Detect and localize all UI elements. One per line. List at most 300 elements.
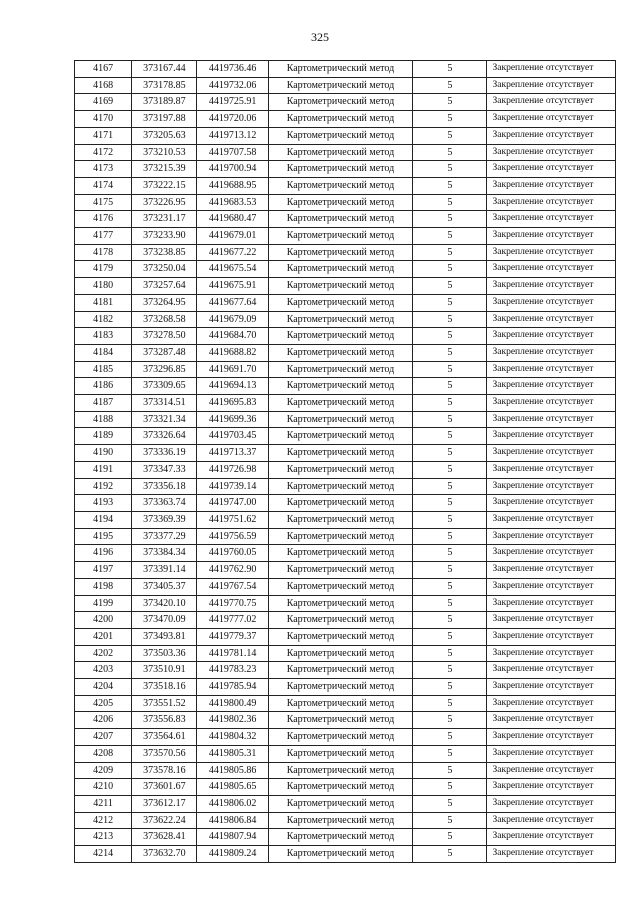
fixation-cell: Закрепление отсутствует: [487, 445, 616, 462]
fixation-cell: Закрепление отсутствует: [487, 662, 616, 679]
y-coordinate-cell: 4419805.86: [197, 762, 268, 779]
fixation-cell: Закрепление отсутствует: [487, 161, 616, 178]
coordinates-table-body: [75, 61, 616, 863]
fixation-cell: Закрепление отсутствует: [487, 846, 616, 863]
point-number-cell: 4183: [75, 328, 132, 345]
y-coordinate-cell: 4419688.95: [197, 177, 268, 194]
y-coordinate-cell: 4419675.54: [197, 261, 268, 278]
y-coordinate-cell: 4419804.32: [197, 729, 268, 746]
y-coordinate-cell: 4419713.12: [197, 127, 268, 144]
method-cell: Картометрический метод: [268, 261, 413, 278]
point-number-cell: 4172: [75, 144, 132, 161]
fixation-cell: Закрепление отсутствует: [487, 428, 616, 445]
method-cell: Картометрический метод: [268, 729, 413, 746]
point-number-cell: 4171: [75, 127, 132, 144]
y-coordinate-cell: 4419694.13: [197, 378, 268, 395]
fixation-cell: Закрепление отсутствует: [487, 127, 616, 144]
accuracy-cell: 5: [413, 612, 487, 629]
point-number-cell: 4210: [75, 779, 132, 796]
method-cell: Картометрический метод: [268, 411, 413, 428]
point-number-cell: 4187: [75, 395, 132, 412]
method-cell: Картометрический метод: [268, 795, 413, 812]
accuracy-cell: 5: [413, 278, 487, 295]
x-coordinate-cell: 373268.58: [132, 311, 197, 328]
accuracy-cell: 5: [413, 645, 487, 662]
method-cell: Картометрический метод: [268, 461, 413, 478]
accuracy-cell: 5: [413, 795, 487, 812]
table-row: [75, 729, 616, 746]
x-coordinate-cell: 373601.67: [132, 779, 197, 796]
table-row: [75, 762, 616, 779]
table-row: [75, 545, 616, 562]
point-number-cell: 4176: [75, 211, 132, 228]
x-coordinate-cell: 373510.91: [132, 662, 197, 679]
x-coordinate-cell: 373309.65: [132, 378, 197, 395]
point-number-cell: 4213: [75, 829, 132, 846]
method-cell: Картометрический метод: [268, 211, 413, 228]
fixation-cell: Закрепление отсутствует: [487, 679, 616, 696]
table-row: [75, 511, 616, 528]
fixation-cell: Закрепление отсутствует: [487, 177, 616, 194]
y-coordinate-cell: 4419700.94: [197, 161, 268, 178]
table-row: [75, 612, 616, 629]
accuracy-cell: 5: [413, 94, 487, 111]
fixation-cell: Закрепление отсутствует: [487, 812, 616, 829]
fixation-cell: Закрепление отсутствует: [487, 745, 616, 762]
y-coordinate-cell: 4419756.59: [197, 528, 268, 545]
fixation-cell: Закрепление отсутствует: [487, 511, 616, 528]
y-coordinate-cell: 4419785.94: [197, 679, 268, 696]
fixation-cell: Закрепление отсутствует: [487, 194, 616, 211]
point-number-cell: 4173: [75, 161, 132, 178]
table-row: [75, 211, 616, 228]
accuracy-cell: 5: [413, 528, 487, 545]
point-number-cell: 4180: [75, 278, 132, 295]
method-cell: Картометрический метод: [268, 228, 413, 245]
table-row: [75, 294, 616, 311]
fixation-cell: Закрепление отсутствует: [487, 261, 616, 278]
table-row: [75, 261, 616, 278]
method-cell: Картометрический метод: [268, 244, 413, 261]
accuracy-cell: 5: [413, 211, 487, 228]
x-coordinate-cell: 373556.83: [132, 712, 197, 729]
fixation-cell: Закрепление отсутствует: [487, 645, 616, 662]
point-number-cell: 4190: [75, 445, 132, 462]
method-cell: Картометрический метод: [268, 545, 413, 562]
method-cell: Картометрический метод: [268, 762, 413, 779]
x-coordinate-cell: 373278.50: [132, 328, 197, 345]
method-cell: Картометрический метод: [268, 628, 413, 645]
x-coordinate-cell: 373632.70: [132, 846, 197, 863]
point-number-cell: 4191: [75, 461, 132, 478]
accuracy-cell: 5: [413, 111, 487, 128]
accuracy-cell: 5: [413, 812, 487, 829]
point-number-cell: 4206: [75, 712, 132, 729]
point-number-cell: 4168: [75, 77, 132, 94]
table-row: [75, 495, 616, 512]
point-number-cell: 4170: [75, 111, 132, 128]
y-coordinate-cell: 4419675.91: [197, 278, 268, 295]
accuracy-cell: 5: [413, 228, 487, 245]
y-coordinate-cell: 4419806.84: [197, 812, 268, 829]
fixation-cell: Закрепление отсутствует: [487, 395, 616, 412]
fixation-cell: Закрепление отсутствует: [487, 211, 616, 228]
method-cell: Картометрический метод: [268, 679, 413, 696]
point-number-cell: 4175: [75, 194, 132, 211]
accuracy-cell: 5: [413, 411, 487, 428]
method-cell: Картометрический метод: [268, 94, 413, 111]
point-number-cell: 4196: [75, 545, 132, 562]
y-coordinate-cell: 4419806.02: [197, 795, 268, 812]
accuracy-cell: 5: [413, 244, 487, 261]
table-row: [75, 428, 616, 445]
x-coordinate-cell: 373222.15: [132, 177, 197, 194]
x-coordinate-cell: 373226.95: [132, 194, 197, 211]
fixation-cell: Закрепление отсутствует: [487, 311, 616, 328]
method-cell: Картометрический метод: [268, 645, 413, 662]
y-coordinate-cell: 4419739.14: [197, 478, 268, 495]
table-row: [75, 846, 616, 863]
table-row: [75, 311, 616, 328]
point-number-cell: 4212: [75, 812, 132, 829]
fixation-cell: Закрепление отсутствует: [487, 495, 616, 512]
fixation-cell: Закрепление отсутствует: [487, 762, 616, 779]
table-row: [75, 595, 616, 612]
table-row: [75, 111, 616, 128]
x-coordinate-cell: 373210.53: [132, 144, 197, 161]
method-cell: Картометрический метод: [268, 595, 413, 612]
method-cell: Картометрический метод: [268, 812, 413, 829]
table-row: [75, 177, 616, 194]
accuracy-cell: 5: [413, 161, 487, 178]
y-coordinate-cell: 4419751.62: [197, 511, 268, 528]
method-cell: Картометрический метод: [268, 846, 413, 863]
point-number-cell: 4198: [75, 578, 132, 595]
accuracy-cell: 5: [413, 61, 487, 78]
point-number-cell: 4199: [75, 595, 132, 612]
accuracy-cell: 5: [413, 294, 487, 311]
accuracy-cell: 5: [413, 846, 487, 863]
coordinates-table: [74, 60, 616, 863]
table-row: [75, 528, 616, 545]
point-number-cell: 4167: [75, 61, 132, 78]
table-row: [75, 679, 616, 696]
accuracy-cell: 5: [413, 762, 487, 779]
table-row: [75, 328, 616, 345]
y-coordinate-cell: 4419703.45: [197, 428, 268, 445]
y-coordinate-cell: 4419777.02: [197, 612, 268, 629]
table-row: [75, 562, 616, 579]
point-number-cell: 4203: [75, 662, 132, 679]
method-cell: Картометрический метод: [268, 712, 413, 729]
fixation-cell: Закрепление отсутствует: [487, 294, 616, 311]
page-number: 325: [311, 30, 329, 44]
table-row: [75, 745, 616, 762]
accuracy-cell: 5: [413, 729, 487, 746]
method-cell: Картометрический метод: [268, 511, 413, 528]
method-cell: Картометрический метод: [268, 745, 413, 762]
fixation-cell: Закрепление отсутствует: [487, 695, 616, 712]
x-coordinate-cell: 373314.51: [132, 395, 197, 412]
point-number-cell: 4202: [75, 645, 132, 662]
accuracy-cell: 5: [413, 395, 487, 412]
y-coordinate-cell: 4419779.37: [197, 628, 268, 645]
y-coordinate-cell: 4419713.37: [197, 445, 268, 462]
accuracy-cell: 5: [413, 311, 487, 328]
x-coordinate-cell: 373257.64: [132, 278, 197, 295]
table-row: [75, 411, 616, 428]
fixation-cell: Закрепление отсутствует: [487, 595, 616, 612]
accuracy-cell: 5: [413, 578, 487, 595]
y-coordinate-cell: 4419783.23: [197, 662, 268, 679]
method-cell: Картометрический метод: [268, 344, 413, 361]
method-cell: Картометрический метод: [268, 61, 413, 78]
fixation-cell: Закрепление отсутствует: [487, 328, 616, 345]
accuracy-cell: 5: [413, 328, 487, 345]
method-cell: Картометрический метод: [268, 578, 413, 595]
method-cell: Картометрический метод: [268, 361, 413, 378]
point-number-cell: 4211: [75, 795, 132, 812]
x-coordinate-cell: 373391.14: [132, 562, 197, 579]
accuracy-cell: 5: [413, 177, 487, 194]
fixation-cell: Закрепление отсутствует: [487, 712, 616, 729]
fixation-cell: Закрепление отсутствует: [487, 461, 616, 478]
point-number-cell: 4193: [75, 495, 132, 512]
fixation-cell: Закрепление отсутствует: [487, 478, 616, 495]
accuracy-cell: 5: [413, 194, 487, 211]
x-coordinate-cell: 373356.18: [132, 478, 197, 495]
method-cell: Картометрический метод: [268, 177, 413, 194]
fixation-cell: Закрепление отсутствует: [487, 144, 616, 161]
fixation-cell: Закрепление отсутствует: [487, 344, 616, 361]
y-coordinate-cell: 4419805.65: [197, 779, 268, 796]
method-cell: Картометрический метод: [268, 829, 413, 846]
x-coordinate-cell: 373326.64: [132, 428, 197, 445]
y-coordinate-cell: 4419680.47: [197, 211, 268, 228]
x-coordinate-cell: 373503.36: [132, 645, 197, 662]
accuracy-cell: 5: [413, 662, 487, 679]
table-row: [75, 278, 616, 295]
table-row: [75, 94, 616, 111]
table-row: [75, 378, 616, 395]
x-coordinate-cell: 373470.09: [132, 612, 197, 629]
point-number-cell: 4205: [75, 695, 132, 712]
point-number-cell: 4188: [75, 411, 132, 428]
accuracy-cell: 5: [413, 595, 487, 612]
method-cell: Картометрический метод: [268, 478, 413, 495]
point-number-cell: 4195: [75, 528, 132, 545]
x-coordinate-cell: 373377.29: [132, 528, 197, 545]
x-coordinate-cell: 373420.10: [132, 595, 197, 612]
method-cell: Картометрический метод: [268, 127, 413, 144]
table-row: [75, 361, 616, 378]
accuracy-cell: 5: [413, 478, 487, 495]
accuracy-cell: 5: [413, 495, 487, 512]
fixation-cell: Закрепление отсутствует: [487, 111, 616, 128]
table-row: [75, 61, 616, 78]
point-number-cell: 4194: [75, 511, 132, 528]
accuracy-cell: 5: [413, 695, 487, 712]
x-coordinate-cell: 373321.34: [132, 411, 197, 428]
point-number-cell: 4177: [75, 228, 132, 245]
x-coordinate-cell: 373493.81: [132, 628, 197, 645]
table-row: [75, 244, 616, 261]
point-number-cell: 4189: [75, 428, 132, 445]
fixation-cell: Закрепление отсутствует: [487, 94, 616, 111]
point-number-cell: 4192: [75, 478, 132, 495]
accuracy-cell: 5: [413, 127, 487, 144]
method-cell: Картометрический метод: [268, 445, 413, 462]
y-coordinate-cell: 4419800.49: [197, 695, 268, 712]
fixation-cell: Закрепление отсутствует: [487, 77, 616, 94]
x-coordinate-cell: 373347.33: [132, 461, 197, 478]
table-row: [75, 395, 616, 412]
method-cell: Картометрический метод: [268, 311, 413, 328]
y-coordinate-cell: 4419684.70: [197, 328, 268, 345]
y-coordinate-cell: 4419699.36: [197, 411, 268, 428]
accuracy-cell: 5: [413, 745, 487, 762]
fixation-cell: Закрепление отсутствует: [487, 378, 616, 395]
y-coordinate-cell: 4419732.06: [197, 77, 268, 94]
point-number-cell: 4179: [75, 261, 132, 278]
x-coordinate-cell: 373238.85: [132, 244, 197, 261]
method-cell: Картометрический метод: [268, 779, 413, 796]
y-coordinate-cell: 4419725.91: [197, 94, 268, 111]
x-coordinate-cell: 373250.04: [132, 261, 197, 278]
accuracy-cell: 5: [413, 461, 487, 478]
point-number-cell: 4185: [75, 361, 132, 378]
fixation-cell: Закрепление отсутствует: [487, 779, 616, 796]
accuracy-cell: 5: [413, 779, 487, 796]
y-coordinate-cell: 4419781.14: [197, 645, 268, 662]
x-coordinate-cell: 373363.74: [132, 495, 197, 512]
point-number-cell: 4186: [75, 378, 132, 395]
accuracy-cell: 5: [413, 428, 487, 445]
x-coordinate-cell: 373564.61: [132, 729, 197, 746]
table-row: [75, 161, 616, 178]
x-coordinate-cell: 373551.52: [132, 695, 197, 712]
y-coordinate-cell: 4419807.94: [197, 829, 268, 846]
x-coordinate-cell: 373231.17: [132, 211, 197, 228]
y-coordinate-cell: 4419679.09: [197, 311, 268, 328]
table-row: [75, 795, 616, 812]
y-coordinate-cell: 4419802.36: [197, 712, 268, 729]
point-number-cell: 4208: [75, 745, 132, 762]
table-row: [75, 645, 616, 662]
y-coordinate-cell: 4419726.98: [197, 461, 268, 478]
y-coordinate-cell: 4419688.82: [197, 344, 268, 361]
point-number-cell: 4200: [75, 612, 132, 629]
point-number-cell: 4169: [75, 94, 132, 111]
method-cell: Картометрический метод: [268, 495, 413, 512]
y-coordinate-cell: 4419809.24: [197, 846, 268, 863]
fixation-cell: Закрепление отсутствует: [487, 829, 616, 846]
x-coordinate-cell: 373578.16: [132, 762, 197, 779]
y-coordinate-cell: 4419691.70: [197, 361, 268, 378]
fixation-cell: Закрепление отсутствует: [487, 545, 616, 562]
fixation-cell: Закрепление отсутствует: [487, 244, 616, 261]
point-number-cell: 4204: [75, 679, 132, 696]
point-number-cell: 4174: [75, 177, 132, 194]
fixation-cell: Закрепление отсутствует: [487, 228, 616, 245]
y-coordinate-cell: 4419736.46: [197, 61, 268, 78]
accuracy-cell: 5: [413, 511, 487, 528]
method-cell: Картометрический метод: [268, 428, 413, 445]
method-cell: Картометрический метод: [268, 77, 413, 94]
fixation-cell: Закрепление отсутствует: [487, 578, 616, 595]
x-coordinate-cell: 373264.95: [132, 294, 197, 311]
fixation-cell: Закрепление отсутствует: [487, 361, 616, 378]
y-coordinate-cell: 4419805.31: [197, 745, 268, 762]
accuracy-cell: 5: [413, 562, 487, 579]
fixation-cell: Закрепление отсутствует: [487, 411, 616, 428]
table-row: [75, 228, 616, 245]
accuracy-cell: 5: [413, 378, 487, 395]
x-coordinate-cell: 373612.17: [132, 795, 197, 812]
point-number-cell: 4182: [75, 311, 132, 328]
y-coordinate-cell: 4419762.90: [197, 562, 268, 579]
x-coordinate-cell: 373518.16: [132, 679, 197, 696]
y-coordinate-cell: 4419760.05: [197, 545, 268, 562]
x-coordinate-cell: 373215.39: [132, 161, 197, 178]
fixation-cell: Закрепление отсутствует: [487, 628, 616, 645]
table-row: [75, 662, 616, 679]
method-cell: Картометрический метод: [268, 161, 413, 178]
x-coordinate-cell: 373622.24: [132, 812, 197, 829]
point-number-cell: 4178: [75, 244, 132, 261]
x-coordinate-cell: 373167.44: [132, 61, 197, 78]
x-coordinate-cell: 373296.85: [132, 361, 197, 378]
method-cell: Картометрический метод: [268, 562, 413, 579]
table-row: [75, 628, 616, 645]
x-coordinate-cell: 373189.87: [132, 94, 197, 111]
accuracy-cell: 5: [413, 144, 487, 161]
x-coordinate-cell: 373369.39: [132, 511, 197, 528]
accuracy-cell: 5: [413, 712, 487, 729]
table-row: [75, 461, 616, 478]
accuracy-cell: 5: [413, 344, 487, 361]
table-row: [75, 77, 616, 94]
table-row: [75, 712, 616, 729]
y-coordinate-cell: 4419767.54: [197, 578, 268, 595]
x-coordinate-cell: 373336.19: [132, 445, 197, 462]
x-coordinate-cell: 373178.85: [132, 77, 197, 94]
x-coordinate-cell: 373628.41: [132, 829, 197, 846]
fixation-cell: Закрепление отсутствует: [487, 278, 616, 295]
method-cell: Картометрический метод: [268, 612, 413, 629]
table-row: [75, 445, 616, 462]
y-coordinate-cell: 4419677.64: [197, 294, 268, 311]
method-cell: Картометрический метод: [268, 194, 413, 211]
table-row: [75, 812, 616, 829]
x-coordinate-cell: 373570.56: [132, 745, 197, 762]
table-row: [75, 478, 616, 495]
point-number-cell: 4214: [75, 846, 132, 863]
table-row: [75, 127, 616, 144]
y-coordinate-cell: 4419707.58: [197, 144, 268, 161]
method-cell: Картометрический метод: [268, 328, 413, 345]
method-cell: Картометрический метод: [268, 395, 413, 412]
y-coordinate-cell: 4419679.01: [197, 228, 268, 245]
table-row: [75, 344, 616, 361]
y-coordinate-cell: 4419720.06: [197, 111, 268, 128]
y-coordinate-cell: 4419770.75: [197, 595, 268, 612]
point-number-cell: 4209: [75, 762, 132, 779]
method-cell: Картометрический метод: [268, 278, 413, 295]
method-cell: Картометрический метод: [268, 378, 413, 395]
x-coordinate-cell: 373205.63: [132, 127, 197, 144]
accuracy-cell: 5: [413, 545, 487, 562]
